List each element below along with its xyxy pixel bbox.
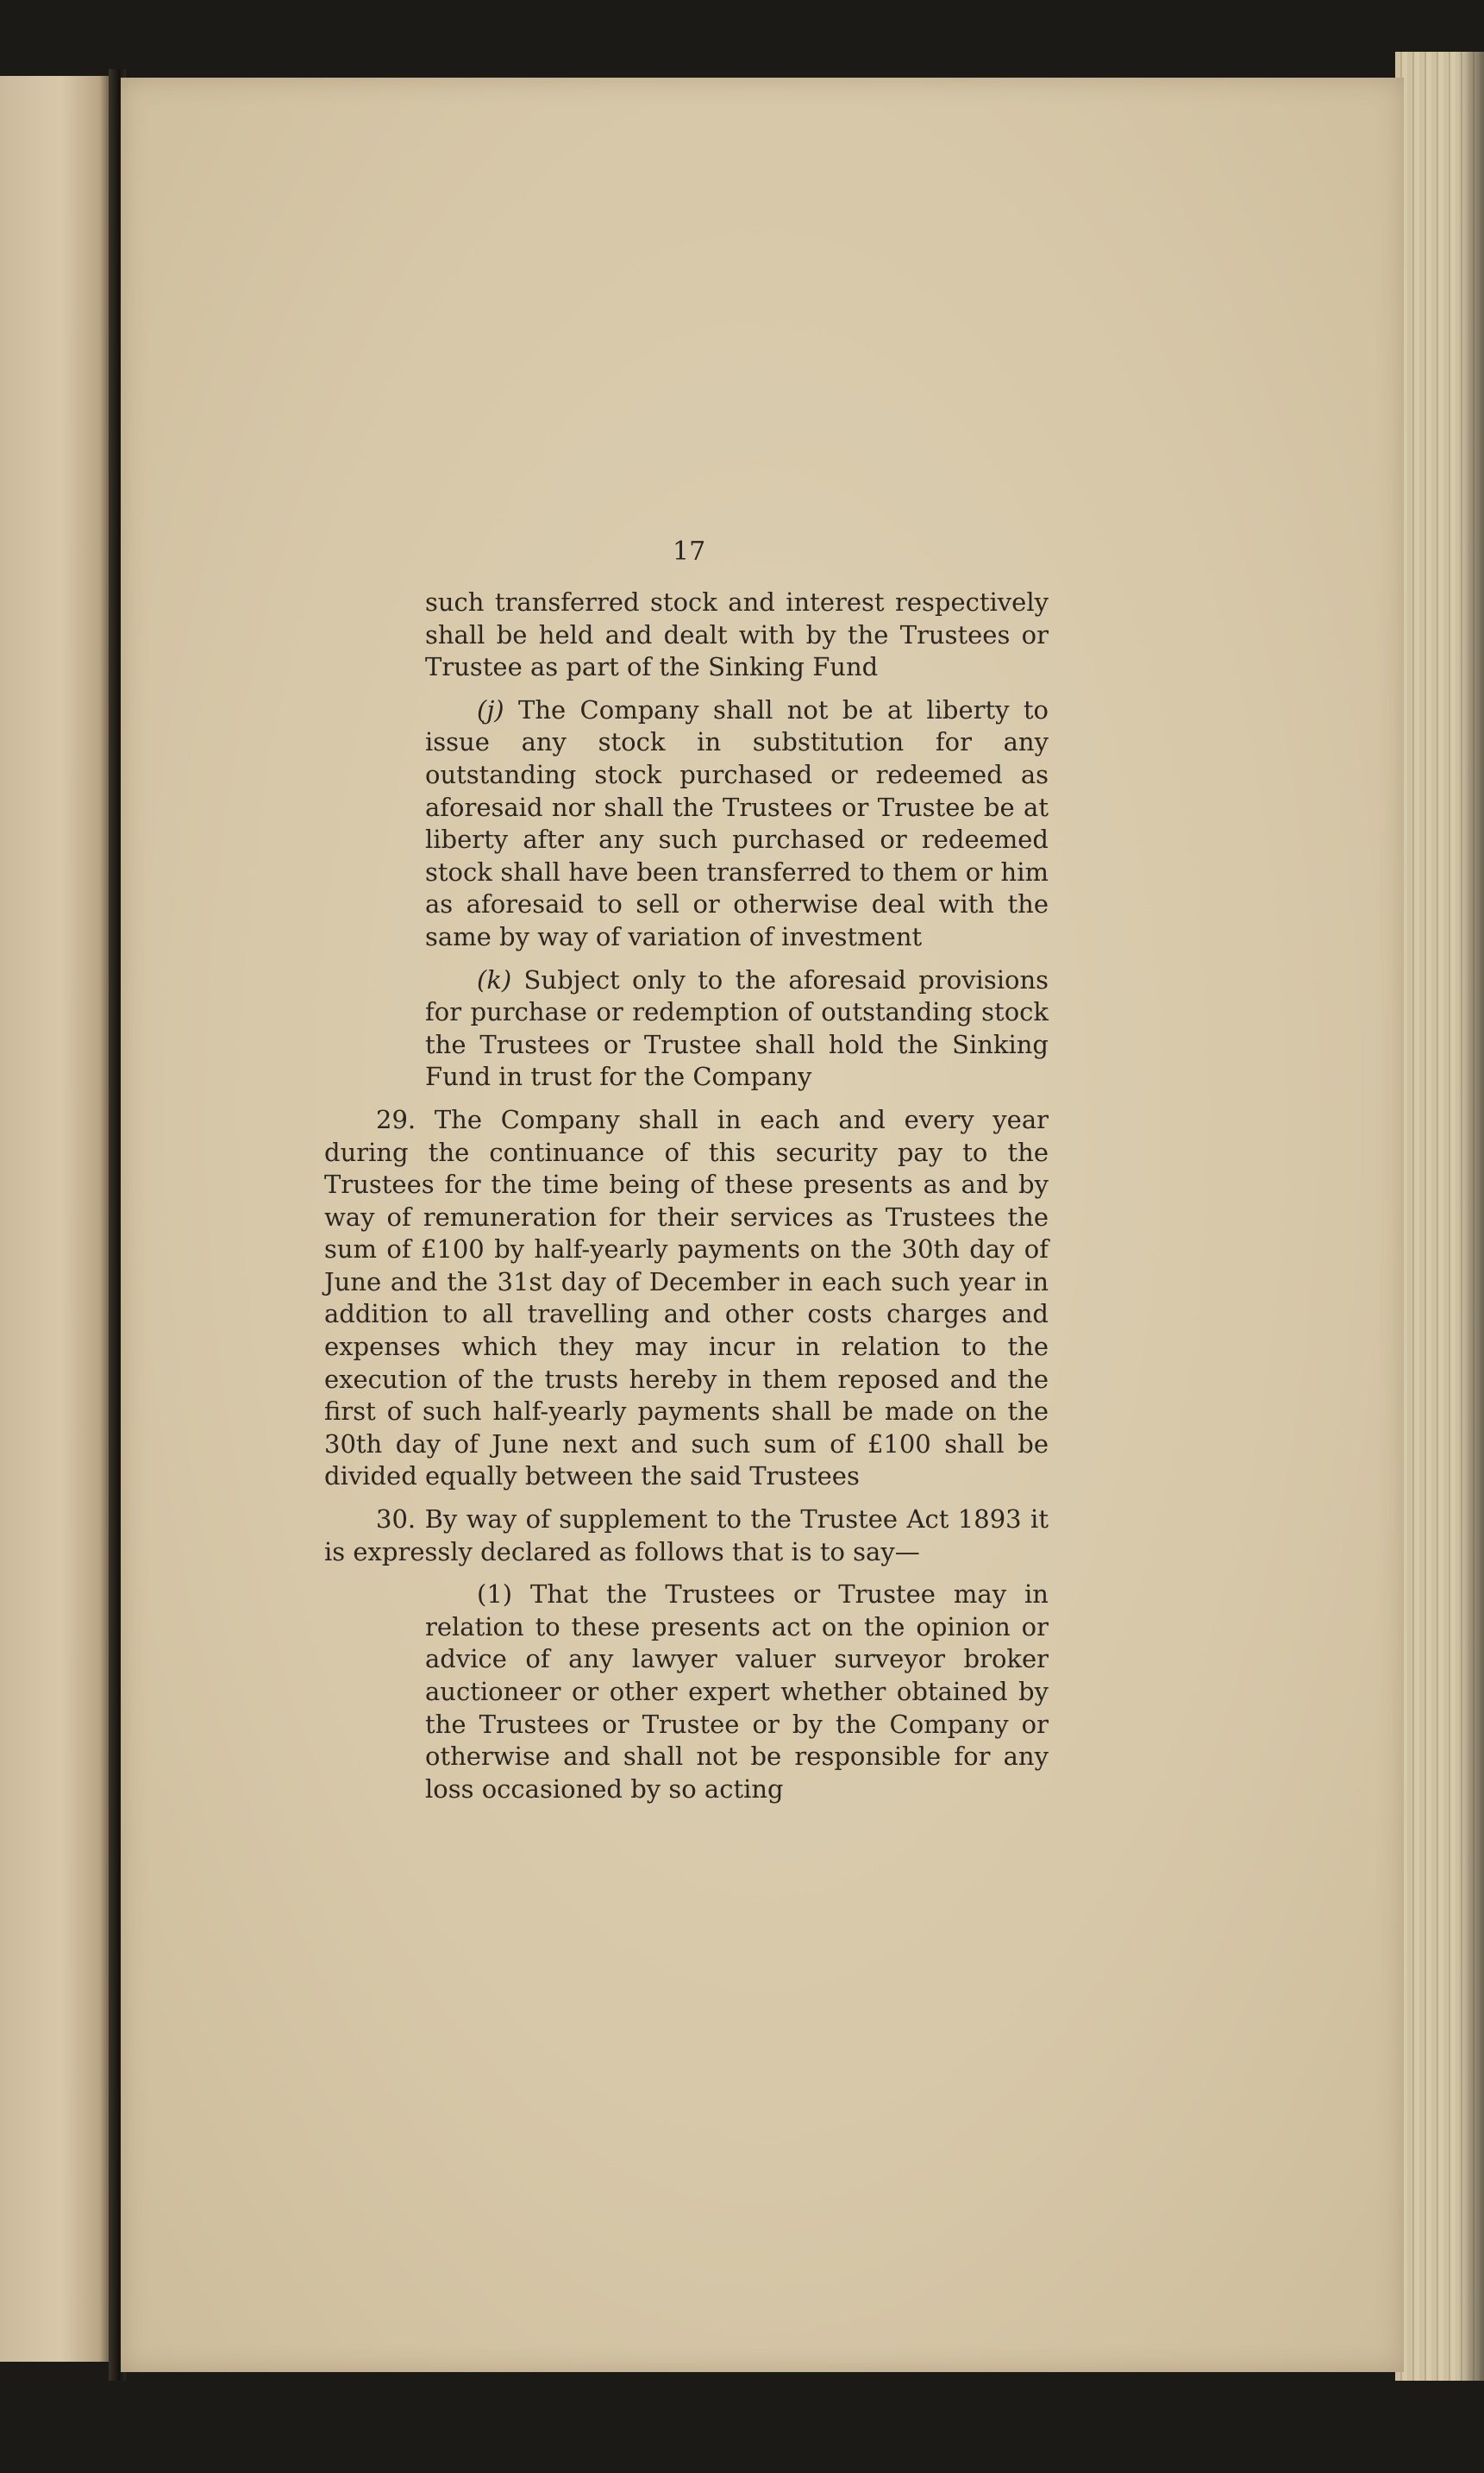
clause-label: (k) xyxy=(477,964,512,995)
section-29: 29. The Company shall in each and every year during the continuance of this security pay to the Trustees for the time being of these presents as and by way of remuneration for their services as Trustees the sum of £100 by half-yearly payments on the 30th day of June and the 31st day of December in each such year in addition to all travelling and other costs charges and expenses which they may incur in relation to the execution of the trusts hereby in them reposed and the first of such half-yearly payments shall be made on the 30th day of June next and such sum of £100 shall be divided equally between the said Trustees xyxy=(324,1104,1049,1491)
left-page-edge xyxy=(0,76,110,2362)
clause-j: (j) The Company shall not be at liberty to issue any stock in substitution for any outstanding stock purchased or redeemed as aforesaid nor shall the Trustees or Trustee be at liberty after any such purchased or redeemed stock shall have been transferred to them or him as aforesaid to sell or otherwise deal with the same by way of variation of investment xyxy=(425,694,1049,951)
section-30-item-1: (1) That the Trustees or Trustee may in relation to these presents act on the opinion or advice of any lawyer valuer surveyor broker auctioneer or other expert whether obtained by the Trustees or Trustee or by the Company or otherwise and shall not be responsible for any loss occasioned by so acting xyxy=(425,1579,1049,1804)
section-30: 30. By way of supplement to the Trustee Act 1893 it is expressly declared as follows that is to say— xyxy=(324,1504,1049,1566)
right-page-edges xyxy=(1395,52,1484,2381)
page-number: 17 xyxy=(673,537,706,567)
clause-k: (k) Subject only to the aforesaid provisions for purchase or redemption of outstanding stock the Trustees or Trustee shall hold the Sinking Fund in trust for the Company xyxy=(425,964,1049,1092)
paragraph-continuation: such transferred stock and interest respectively shall be held and dealt with by the Trustees or Trustee as part of the Sinking Fund xyxy=(425,587,1049,682)
clause-label: (j) xyxy=(477,694,504,725)
body-text xyxy=(324,587,1049,1816)
